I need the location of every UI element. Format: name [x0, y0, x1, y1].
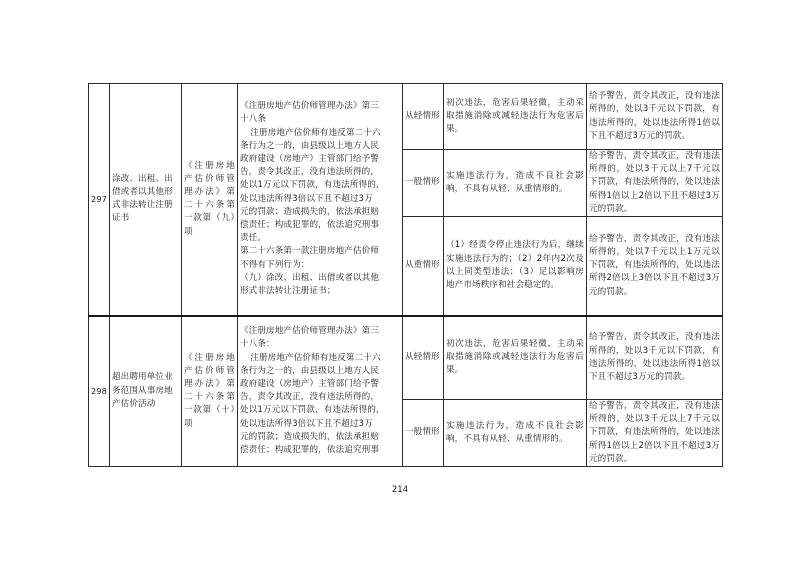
applicable-condition: （1）经责令停止违法行为后，继续实施违法行为的；（2）2年内2次及以上同类型违法；（3）足以影响房地产市场秩序和社会稳定的。: [443, 217, 586, 316]
clause-line: 政府建设（房地产）主管部门给予警: [239, 379, 380, 390]
applicable-condition: 实施违法行为，造成不良社会影响，不具有从轻、从重情形的。: [443, 400, 586, 467]
penalty-clause: [237, 84, 402, 316]
penalty-standard: 给予警告，责令其改正，没有违法所得的，处以3千元以上7千元以下罚款，有违法所得的，处以违法所得1倍以上2倍以下且不超过3万元的罚款。: [586, 400, 722, 467]
applicable-condition: 初次违法，危害后果轻微，主动采取措施消除或减轻违法行为危害后果。: [443, 316, 586, 400]
clause-line: 政府建设（房地产）主管部门给予警: [239, 154, 380, 165]
clause-line: 十八条: [239, 114, 267, 125]
applicable-condition: 实施违法行为，造成不良社会影响，不具有从轻、从重情形的。: [443, 150, 586, 217]
clause-line: 《注册房地产估价师管理办法》第三: [239, 101, 380, 112]
clause-line: 处以1万元以下罚款，有违法所得的，: [239, 180, 385, 191]
clause-line: 注册房地产估价师有违反第二十六: [250, 352, 381, 363]
discretion-level: 一般情形: [402, 150, 443, 217]
clause-line: 处以1万元以下罚款，有违法所得的，: [239, 405, 385, 416]
clause-line: 处以违法所得3倍以下且不超过3万: [239, 193, 373, 204]
clause-line: 责任。: [239, 233, 267, 244]
clause-line: 注册房地产估价师有违反第二十六: [250, 127, 381, 138]
clause-line: 告，责令其改正，没有违法所得的，: [239, 392, 380, 403]
clause-line: 十八条：: [239, 339, 275, 350]
clause-line: 条行为之一的，由县级以上地方人民: [239, 365, 380, 376]
legal-basis: 《注册房地产估价师管理办法》第二十六条第一款第（十）项: [181, 316, 237, 467]
discretion-level: 一般情形: [402, 400, 443, 467]
table-row: [89, 84, 723, 150]
discretion-level: 从轻情形: [402, 316, 443, 400]
applicable-condition: 初次违法，危害后果轻微，主动采取措施消除或减轻违法行为危害后果。: [443, 84, 586, 150]
table-row: [89, 316, 723, 400]
penalty-standard: 给予警告，责令其改正，没有违法所得的，处以3千元以下罚款，有违法所得的，处以违法所得1倍以下且不超过3万元的罚款。: [586, 84, 722, 150]
row-number: 298: [89, 316, 110, 467]
discretion-level: 从重情形: [402, 217, 443, 316]
legal-basis: 《注册房地产估价师管理办法》第二十六条第一款第（九）项: [181, 84, 237, 316]
penalty-clause: [237, 316, 402, 467]
clause-line: 条行为之一的，由县级以上地方人民: [239, 140, 380, 151]
violation-item: 涂改、出租、出借或者以其他形式非法转让注册证书: [109, 84, 181, 316]
page-number: 214: [391, 485, 409, 495]
clause-line: 偿责任；构成犯罪的，依法追究刑事: [239, 220, 380, 231]
violation-item: 超出聘用单位业务范围从事房地产估价活动: [109, 316, 181, 467]
row-number: 297: [89, 84, 110, 316]
clause-line: 《注册房地产估价师管理办法》第三: [239, 326, 380, 337]
clause-line: 形式非法转让注册证书；: [239, 286, 336, 297]
penalty-standards-table: [88, 83, 723, 467]
clause-line: 第二十六条第一款注册房地产估价师: [239, 246, 380, 257]
clause-line: （九）涂改、出租、出借或者以其他: [239, 272, 380, 283]
clause-line: 元的罚款；造成损失的，依法承担赔: [239, 206, 380, 217]
clause-line: 处以违法所得3倍以下且不超过3万: [239, 418, 373, 429]
clause-line: 不得有下列行为：: [239, 259, 310, 270]
clause-line: 偿责任；构成犯罪的，依法追究刑事: [239, 445, 380, 456]
clause-line: 元的罚款；造成损失的，依法承担赔: [239, 431, 380, 442]
clause-line: 告，责令其改正，没有违法所得的，: [239, 167, 380, 178]
penalty-standard: 给予警告，责令其改正，没有违法所得的，处以3千元以下罚款，有违法所得的，处以违法所得1倍以下且不超过3万元的罚款。: [586, 316, 722, 400]
penalty-standard: 给予警告，责令其改正，没有违法所得的，处以3千元以上7千元以下罚款，有违法所得的，处以违法所得1倍以上2倍以下且不超过3万元的罚款。: [586, 150, 722, 217]
penalty-standard: 给予警告，责令其改正，没有违法所得的，处以7千元以上1万元以下罚款，有违法所得的，处以违法所得2倍以上3倍以下且不超过3万元的罚款。: [586, 217, 722, 316]
discretion-level: 从轻情形: [402, 84, 443, 150]
